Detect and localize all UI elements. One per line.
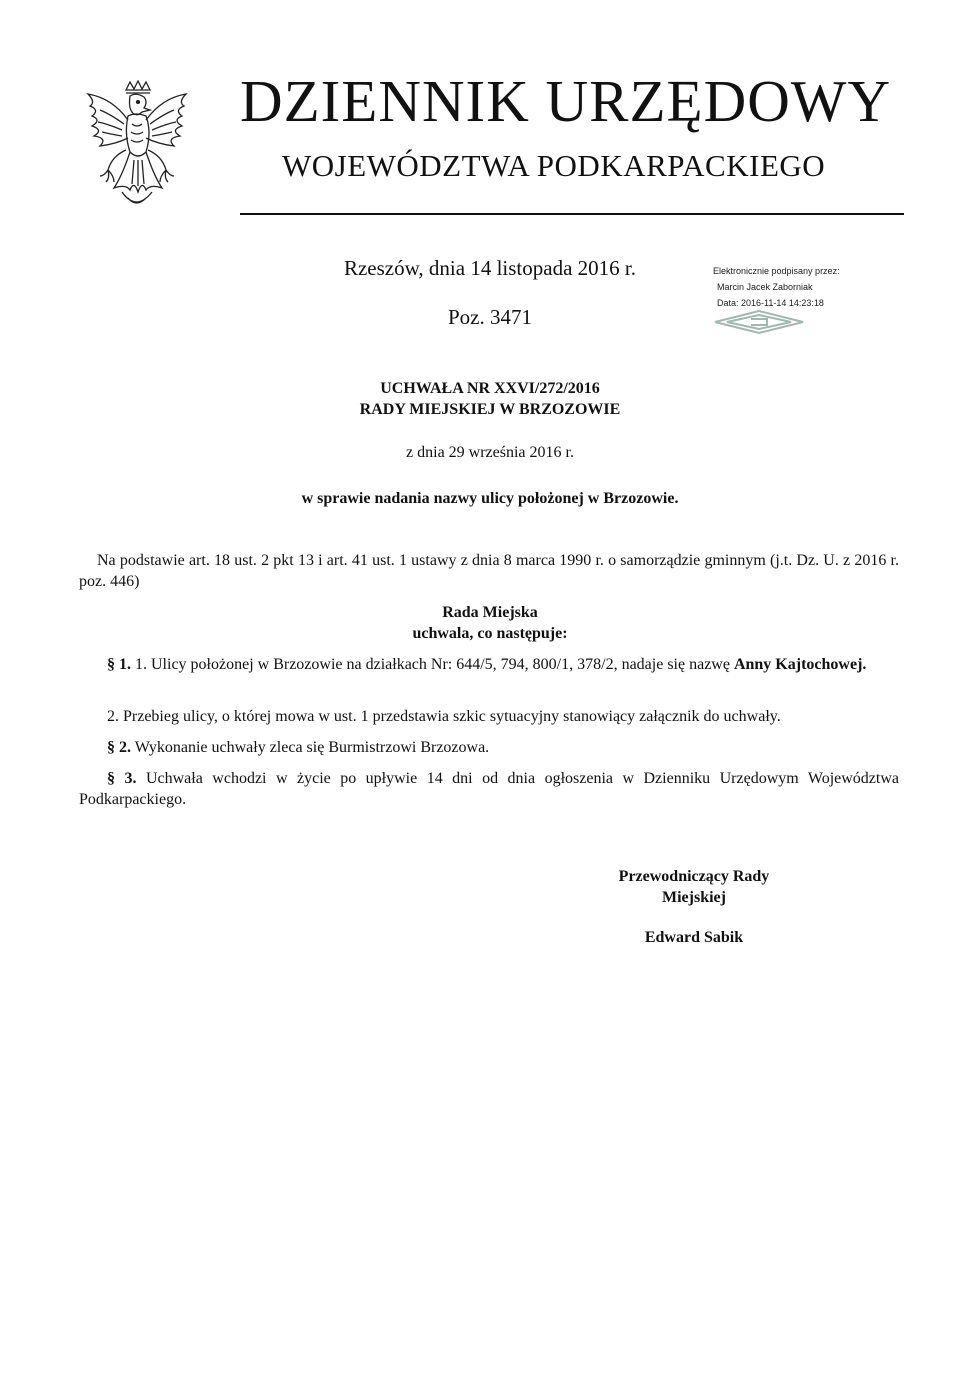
paragraph-1-mark: § 1. [107, 656, 131, 673]
resolution-number: UCHWAŁA NR XXVI/272/2016 [380, 380, 600, 397]
journal-title: DZIENNIK URZĘDOWY [240, 68, 892, 134]
paragraph-3 [79, 768, 899, 810]
paragraph-2-mark: § 2. [107, 739, 131, 756]
legal-basis-paragraph: Na podstawie art. 18 ust. 2 pkt 13 i art. 41 ust. 1 ustawy z dnia 8 marca 1990 r. o samorządzie gminnym (j.t. Dz. U. z 2016 r. poz. 446) [79, 552, 899, 590]
resolution-body: RADY MIEJSKIEJ W BRZOZOWIE [359, 401, 621, 418]
polish-eagle-icon [78, 80, 194, 218]
council-heading [200, 602, 780, 644]
masthead-divider [240, 213, 904, 215]
e-signature-logo-icon [713, 309, 805, 335]
publication-place-date: Rzeszów, dnia 14 listopada 2016 r. [343, 256, 636, 280]
street-name: Anny Kajtochowej. [733, 656, 867, 673]
signatory-role-line1: Przewodniczący Rady [618, 868, 770, 885]
resolution-subject: w sprawie nadania nazwy ulicy położonej w Brzozowie. [301, 490, 679, 507]
council-name: Rada Miejska [442, 604, 538, 621]
paragraph-1-text: 1. Ulicy położonej w Brzozowie na działkach Nr: 644/5, 794, 800/1, 378/2, nadaje się nazwę [131, 656, 734, 673]
position-number: Poz. 3471 [448, 305, 532, 329]
journal-subtitle: WOJEWÓDZTWA PODKARPACKIEGO [282, 148, 826, 183]
signatory-role [594, 866, 794, 908]
esig-date: Data: 2016-11-14 14:23:18 [717, 298, 824, 308]
signatory-role-line2: Miejskiej [662, 889, 726, 906]
paragraph-3-text: Uchwała wchodzi w życie po upływie 14 dni od dnia ogłoszenia w Dzienniku Urzędowym Województwa Podkarpackiego. [79, 770, 900, 808]
council-resolves: uchwala, co następuje: [412, 625, 568, 642]
esig-signer: Marcin Jacek Zaborniak [717, 282, 813, 292]
resolution-date: z dnia 29 września 2016 r. [406, 444, 574, 461]
paragraph-3-mark: § 3. [107, 770, 137, 787]
signatory-name: Edward Sabik [644, 929, 744, 946]
esig-label: Elektronicznie podpisany przez: [713, 266, 840, 276]
paragraph-2 [79, 737, 899, 758]
paragraph-2-text: Wykonanie uchwały zleca się Burmistrzowi Brzozowa. [131, 739, 490, 756]
electronic-signature-stamp [713, 263, 913, 311]
paragraph-1-point-2: 2. Przebieg ulicy, o której mowa w ust. 1 przedstawia szkic sytuacyjny stanowiący załącznik do uchwały. [107, 708, 781, 725]
resolution-title [200, 378, 780, 420]
paragraph-1 [79, 654, 899, 675]
